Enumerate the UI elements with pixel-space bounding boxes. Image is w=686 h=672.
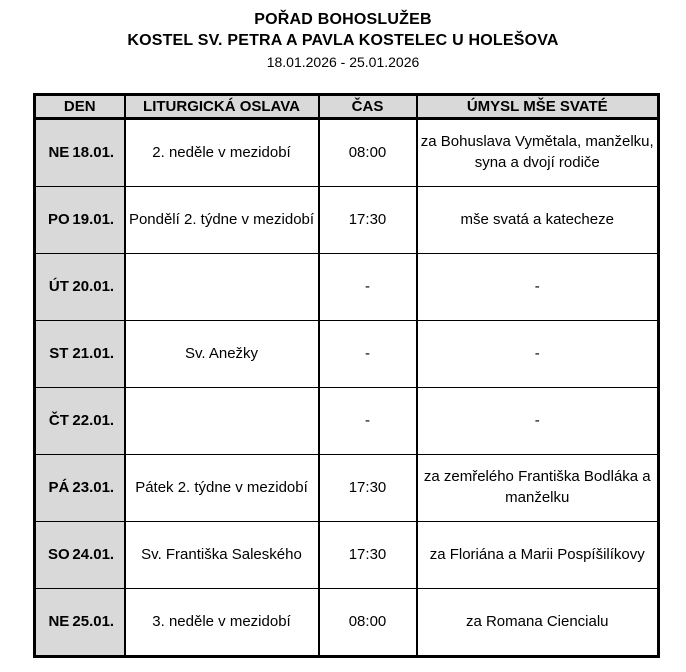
day-cell: [35, 521, 125, 588]
intention-cell: -: [417, 387, 659, 454]
header-cell-umysl-mse-svate: ÚMYSL MŠE SVATÉ: [417, 94, 659, 118]
time-cell: 08:00: [319, 118, 417, 186]
header-cell-cas: ČAS: [319, 94, 417, 118]
day-cell: [35, 454, 125, 521]
celebration-cell: Sv. Františka Saleského: [125, 521, 319, 588]
day-cell: [35, 118, 125, 186]
day-abbreviation: NE: [48, 612, 70, 630]
time-cell: 17:30: [319, 521, 417, 588]
title-block: [0, 0, 686, 72]
day-abbreviation: ÚT: [48, 277, 69, 295]
table-row: [35, 320, 659, 387]
day-cell: [35, 253, 125, 320]
day-date: 24.01.: [72, 545, 115, 563]
day-date: 25.01.: [72, 612, 115, 630]
date-range: 18.01.2026 - 25.01.2026: [266, 54, 420, 71]
day-date: 20.01.: [72, 277, 115, 295]
day-cell: [35, 320, 125, 387]
time-cell: -: [319, 253, 417, 320]
celebration-cell: Pátek 2. týdne v mezidobí: [125, 454, 319, 521]
intention-cell: za Floriána a Marii Pospíšilíkovy: [417, 521, 659, 588]
time-cell: 08:00: [319, 588, 417, 656]
intention-cell: mše svatá a katecheze: [417, 186, 659, 253]
day-abbreviation: NE: [48, 143, 70, 161]
day-abbreviation: PO: [48, 210, 70, 228]
day-date: 18.01.: [72, 143, 115, 161]
church-name: KOSTEL SV. PETRA A PAVLA KOSTELEC U HOLEŠOVA: [127, 32, 559, 50]
day-abbreviation: ST: [49, 344, 69, 362]
day-date: 22.01.: [72, 411, 115, 429]
table-row: [35, 186, 659, 253]
day-abbreviation: PÁ: [48, 478, 70, 496]
table-row: [35, 253, 659, 320]
day-date: 19.01.: [72, 210, 115, 228]
day-date: 21.01.: [72, 344, 115, 362]
schedule-body: [35, 118, 659, 656]
time-cell: 17:30: [319, 186, 417, 253]
celebration-cell: Sv. Anežky: [125, 320, 319, 387]
time-cell: -: [319, 387, 417, 454]
page-title: POŘAD BOHOSLUŽEB: [254, 11, 432, 28]
day-abbreviation: SO: [48, 545, 70, 563]
table-row: [35, 387, 659, 454]
celebration-cell: Pondělí 2. týdne v mezidobí: [125, 186, 319, 253]
table-row: [35, 454, 659, 521]
celebration-cell: 2. neděle v mezidobí: [125, 118, 319, 186]
table-row: [35, 521, 659, 588]
celebration-cell: [125, 253, 319, 320]
schedule-table: [33, 93, 660, 658]
celebration-cell: 3. neděle v mezidobí: [125, 588, 319, 656]
day-cell: [35, 387, 125, 454]
day-date: 23.01.: [72, 478, 115, 496]
intention-cell: -: [417, 320, 659, 387]
table-header-row: [35, 94, 659, 118]
celebration-cell: [125, 387, 319, 454]
intention-cell: -: [417, 253, 659, 320]
day-cell: [35, 588, 125, 656]
intention-cell: za Bohuslava Vymětala, manželku, syna a dvojí rodiče: [417, 118, 659, 186]
table-row: [35, 118, 659, 186]
header-cell-liturgicka-oslava: LITURGICKÁ OSLAVA: [125, 94, 319, 118]
intention-cell: za zemřelého Františka Bodláka a manželku: [417, 454, 659, 521]
time-cell: -: [319, 320, 417, 387]
day-cell: [35, 186, 125, 253]
intention-cell: za Romana Ciencialu: [417, 588, 659, 656]
day-abbreviation: ČT: [48, 411, 69, 429]
table-row: [35, 588, 659, 656]
header-cell-den: DEN: [35, 94, 125, 118]
time-cell: 17:30: [319, 454, 417, 521]
